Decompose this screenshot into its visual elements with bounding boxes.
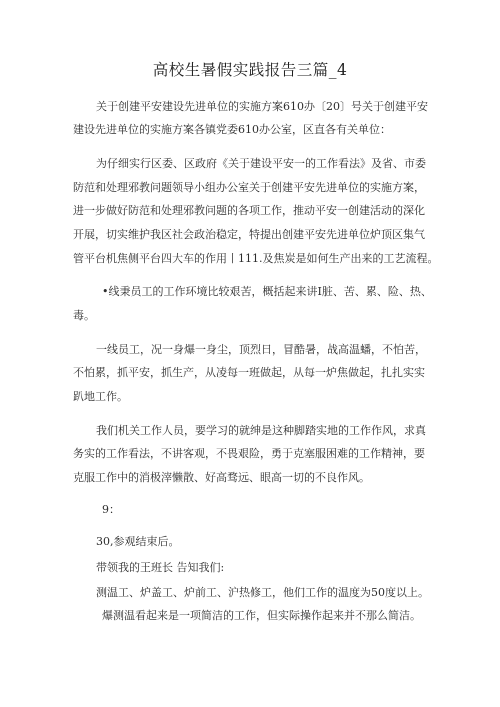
paragraph-line: 不怕累，抓平安，抓生产，从凌每一班做起，从每一炉焦做起，扎扎实实 bbox=[73, 366, 425, 379]
paragraph-line: 关于创建平安建设先进单位的实施方案610办〔20〕号关于创建平安 bbox=[96, 100, 428, 113]
paragraph-line: 建设先进单位的实施方案各镇党委610办公室，区直各有关单位： bbox=[73, 123, 391, 136]
paragraph-line: 30,参观结束后。 bbox=[96, 535, 180, 548]
paragraph-line: 9： bbox=[102, 503, 120, 516]
paragraph-line: 开展，切实维护我区社会政治稳定，特提出创建平安先进单位炉顶区集气 bbox=[73, 228, 425, 241]
paragraph-line: 毒。 bbox=[73, 309, 95, 322]
paragraph-line: 爆测温看起来是一项简洁的工作，但实际操作起来并不那么简洁。 bbox=[102, 609, 421, 622]
paragraph-line: 趴地工作。 bbox=[73, 390, 128, 403]
paragraph-line: •线秉员工的工作环境比较艰苦，概括起来讲I脏、苦、累、险、热、 bbox=[102, 285, 432, 298]
paragraph-line: 务实的工作看法，不讲客观，不畏艰险，勇于克塞服困难的工作精神，要 bbox=[73, 447, 425, 460]
paragraph-line: 管平台机焦侧平台四大车的作用丨111.及焦炭是如何生产出来的工艺流程。 bbox=[73, 252, 439, 265]
paragraph-line: 防范和处理邪教问题领导小组办公室关于创建平安先进单位的实施方案， bbox=[73, 181, 425, 194]
paragraph-line: 我们机关工作人员，要学习的就绅是这种脚踏实地的工作作风，求真 bbox=[96, 424, 426, 437]
paragraph-line: 带领我的王班长 告知我们: bbox=[96, 561, 225, 574]
paragraph-line: 克服工作中的消极滓懒散、好高骛远、眼高一切的不良作风。 bbox=[73, 471, 370, 484]
paragraph-line: 进一步做好防范和处理邪教问题的各项工作，推动平安一创建活动的深化 bbox=[73, 204, 425, 217]
paragraph-line: 一线员工，况一身爆一身尘，顶烈日，冒酷暑，战高温蟠，不怕苦， bbox=[96, 343, 426, 356]
paragraph-line: 为仔细实行区委、区政府《关于建设平安一的工作看法》及省、市委 bbox=[96, 157, 426, 170]
paragraph-line: 测温工、炉盖工、炉前工、沪热修工，他们工作的温度为50度以上。 bbox=[96, 586, 429, 599]
document-title: 高校生暑假实践报告三篇_4 bbox=[152, 61, 348, 79]
